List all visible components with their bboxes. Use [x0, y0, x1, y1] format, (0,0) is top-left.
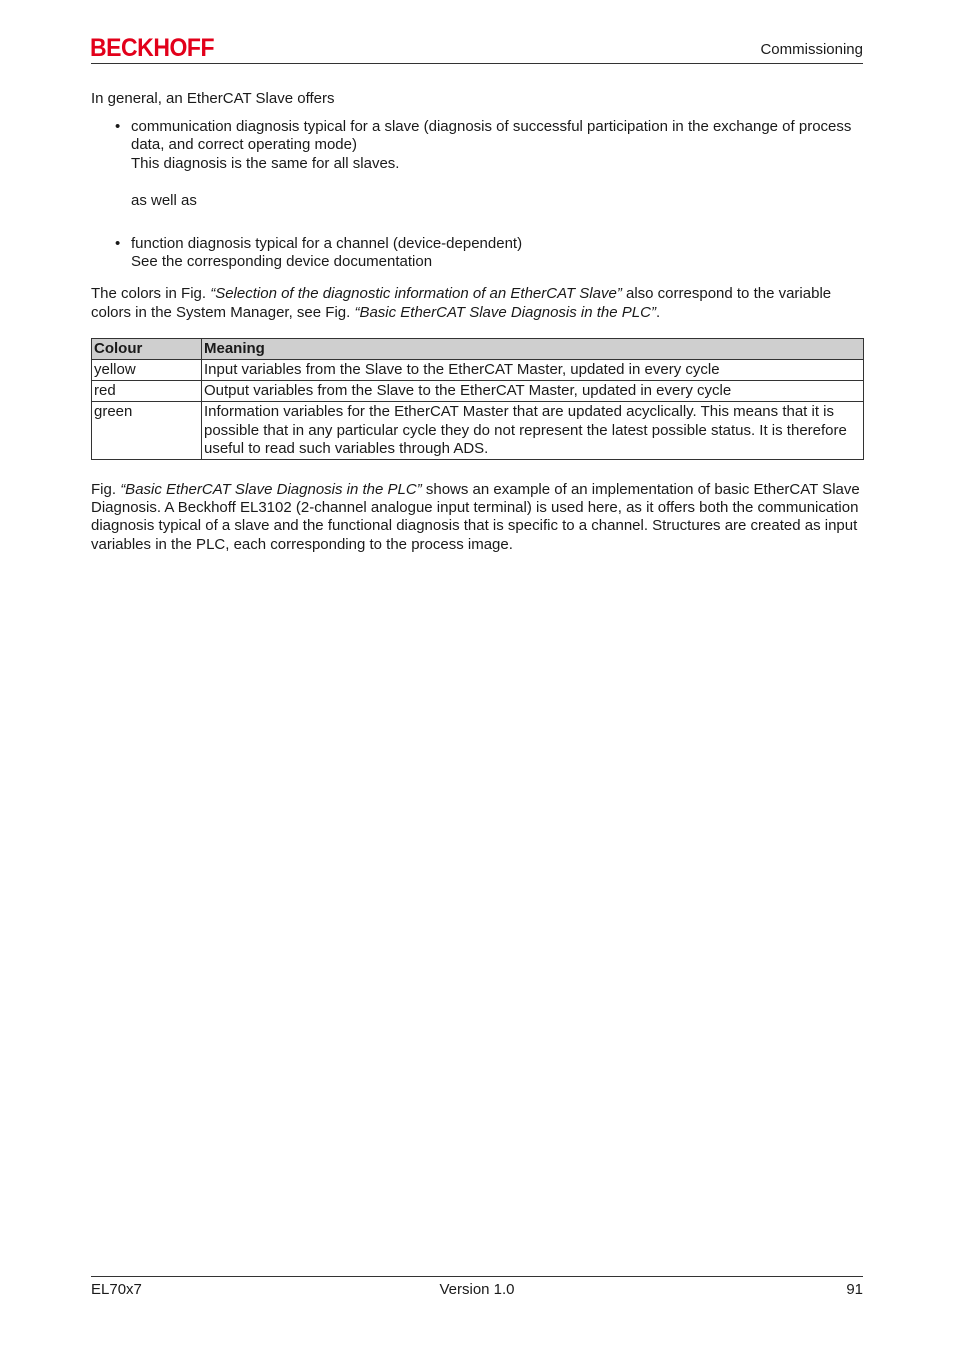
- version-label: Version 1.0: [439, 1281, 515, 1298]
- bullet-icon: •: [115, 235, 121, 253]
- column-header: Colour: [92, 338, 202, 359]
- table-cell: Information variables for the EtherCAT Master that are updated acyclically. This means that it is possible that in any particular cycle they do not represent the latest possible status. It is therefore useful to read such variables through ADS.: [202, 402, 864, 460]
- table-cell: Output variables from the Slave to the EtherCAT Master, updated in every cycle: [202, 381, 864, 402]
- figure-reference[interactable]: “Selection of the diagnostic information of an EtherCAT Slave”: [210, 285, 622, 303]
- bullet1-line2: This diagnosis is the same for all slaves.: [131, 154, 400, 172]
- table-cell: red: [92, 381, 202, 402]
- table-header-row: [92, 338, 864, 359]
- product-name: EL70x7: [91, 1281, 142, 1298]
- figure-reference[interactable]: “Basic EtherCAT Slave Diagnosis in the PLC”: [120, 481, 422, 499]
- colors-paragraph: The colors in Fig. “Selection of the diagnostic information of an EtherCAT Slave” also correspond to the variable colors in the System Manager, see Fig. “Basic EtherCAT Slave Diagnosis in the PLC”.: [91, 285, 832, 321]
- table-row: [92, 381, 864, 402]
- header-rule: [91, 63, 863, 64]
- figure-reference[interactable]: “Basic EtherCAT Slave Diagnosis in the PLC”: [354, 303, 656, 321]
- intro-text: In general, an EtherCAT Slave offers: [91, 90, 335, 107]
- bullet1-line1: communication diagnosis typical for a slave (diagnosis of successful participation in the exchange of process data, and correct operating mode): [131, 118, 852, 154]
- footer-rule: [91, 1276, 863, 1277]
- bullet2-line1: function diagnosis typical for a channel (device-dependent): [131, 235, 523, 253]
- column-header: Meaning: [202, 338, 864, 359]
- example-paragraph: Fig. “Basic EtherCAT Slave Diagnosis in the PLC” shows an example of an implementation of basic EtherCAT Slave Diagnosis. A Beckhoff EL3102 (2-channel analogue input terminal) is used here, as it offers both the communication diagnosis typical of a slave and the functional diagnosis that is specific to a channel. Structures are created as input variables in the PLC, each corresponding to the process image.: [91, 481, 860, 553]
- diagnosis-list: [91, 118, 863, 271]
- table-cell: Input variables from the Slave to the EtherCAT Master, updated in every cycle: [202, 360, 864, 381]
- bullet1-line3: as well as: [131, 191, 197, 209]
- bullet-icon: •: [115, 118, 121, 136]
- bullet2-line2: See the corresponding device documentation: [131, 253, 433, 271]
- beckhoff-logo: BECKHOFF: [90, 34, 215, 62]
- table-cell: yellow: [92, 360, 202, 381]
- table-row: [92, 402, 864, 460]
- page-content: [91, 90, 863, 554]
- list-item: [91, 235, 863, 271]
- section-title: Commissioning: [760, 41, 863, 58]
- table-row: [92, 360, 864, 381]
- list-item: [91, 118, 863, 235]
- colour-meaning-table: [91, 338, 864, 460]
- page-number: 91: [846, 1281, 863, 1298]
- table-cell: green: [92, 402, 202, 460]
